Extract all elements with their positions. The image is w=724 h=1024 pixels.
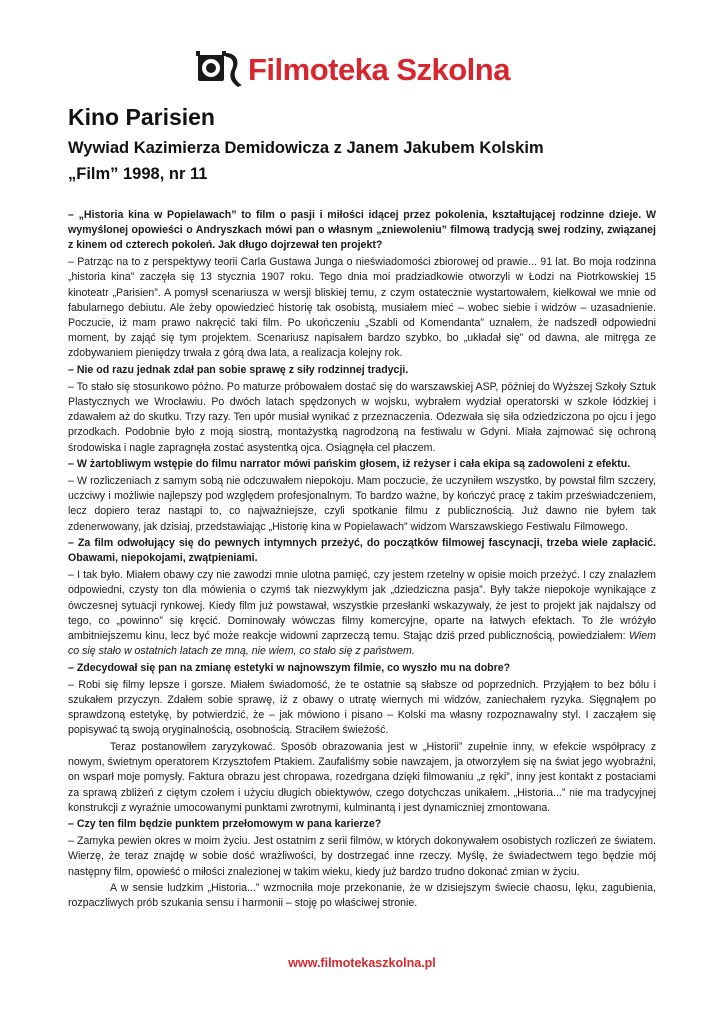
answer-paragraph: [68, 568, 656, 659]
answer-paragraph: – Robi się filmy lepsze i gorsze. Miałem świadomość, że te ostatnie są słabsze od poprzednich. Przyjąłem to bez bólu i szukałem przyczyn. Zdałem sobie sprawę, iż z obawy o utratę wiernych mi widzów, zaniechałem ryzyka. Sięgnąłem po sprawdzoną estetykę, by potwierdzić, że – jak mówiono i pisano – Kolski ma własny rozpoznawalny styl. I zacząłem się popisywać tą swoją oryginalnością, osobnością. Straciłem świeżość.: [68, 678, 656, 737]
article-source: „Film” 1998, nr 11: [68, 165, 208, 183]
question-paragraph: – W żartobliwym wstępie do filmu narrator mówi pańskim głosem, iż reżyser i cała ekipa są zadowoleni z efektu.: [68, 458, 631, 471]
question-paragraph: – Czy ten film będzie punktem przełomowym w pana karierze?: [68, 818, 382, 831]
filmoteka-logo[interactable]: [192, 48, 510, 90]
interview-body: [68, 208, 656, 913]
answer-paragraph: – Patrząc na to z perspektywy teorii Carla Gustawa Junga o nieświadomości zbiorowej od prawie... 91 lat. Bo moja rodzinna „historia kina” zaczęła się 13 stycznia 1907 roku. Tego dnia moi pradziadkowie otworzyli w Łodzi na Piotrkowskiej 15 kinoteatr „Parisien”. A pomysł scenariusza w wersji bliskiej temu, z czym ostatecznie wystartowałem, kiełkował we mnie od fabularnego debiutu. Ale żeby opowiedzieć historię tak osobistą, musiałem mieć – wobec siebie i widzów – uzasadnienie. Poczucie, iż mam prawo nakręcić taki film. Po ukończeniu „Szabli od Komendanta” uznałem, że nadszedł odpowiedni moment, by zająć się tym projektem. Scenariusz napisałem bardzo szybko, bo „układał się” od dawna, ale mitręga ze zdobywaniem pieniędzy trwała z górą dwa lata, a realizacja kolejny rok.: [68, 256, 656, 360]
article-subtitle: Wywiad Kazimierza Demidowicza z Janem Jakubem Kolskim: [68, 139, 544, 157]
answer-text: – I tak było. Miałem obawy czy nie zawodzi mnie ulotna pamięć, czy jestem rzetelny w opisie moich przeżyć. I czy znalazłem odpowiedni, czysty ton dla mówienia o czymś tak niezwykłym jak „dziedziczna pasja”. Były także niepokoje wynikające z ówczesnej sytuacji rynkowej. Kiedy film już powstawał, wszystkie przesłanki wskazywały, że jest to projekt jak najdalszy od tego, co „powinno” się kręcić. Dominowały wówczas filmy komercyjne, oparte na łatwych efektach. To źle wróżyło ambitniejszemu kinu, lecz być może reakcje widowni zaprzeczą temu. Stając dziś przed publicznością, powiedziałem:: [68, 569, 656, 642]
website-link[interactable]: www.filmotekaszkolna.pl: [288, 956, 436, 970]
answer-paragraph: – Zamyka pewien okres w moim życiu. Jest ostatnim z serii filmów, w których dokonywałem osobistych rozliczeń ze światem. Wierzę, że teraz znajdę w sobie dość wrażliwości, by dostrzegać inne rzeczy. Myślę, że świadectwem tego będzie mój następny film, opowieść o miłości znalezionej w takim wieku, kiedy już bardzo trudno dokonać zmian w życiu.: [68, 835, 656, 878]
film-camera-icon: [192, 49, 244, 89]
answer-paragraph: – To stało się stosunkowo późno. Po maturze próbowałem dostać się do warszawskiej ASP, później do Wyższej Szkoły Sztuk Plastycznych we Wrocławiu. Po dwóch latach spędzonych w wojsku, wybrałem wydział operatorski w szkole łódzkiej i zdawałem aż do skutku. Trzy razy. Ten upór musiał wynikać z przeznaczenia. Odezwała się siła odziedziczona po ojcu i jego przodkach. Podobnie było z moją siostrą, montażystką nagrodzoną na festiwalu w Gdyni. Miała zajmować się ochroną środowiska i nagle zapragnęła zostać asystentką ojca. Osiągnęła cel płaczem.: [68, 380, 656, 454]
answer-paragraph: – W rozliczeniach z samym sobą nie odczuwałem niepokoju. Mam poczucie, że uczyniłem wszystko, by powstał film szczery, uczciwy i możliwie najlepszy pod względem profesjonalnym. To bardzo ważne, by kończyć pracę z takim przeświadczeniem, lecz dopiero teraz nastąpi to, co najważniejsze, czyli spotkanie filmu z publicznością. Już dawno nie byłem tak zdenerwowany, jak dzisiaj, przedstawiając „Historię kina w Popielawach” widzom Warszawskiego Festiwalu Filmowego.: [68, 474, 656, 533]
question-paragraph: – Zdecydował się pan na zmianę estetyki w najnowszym filmie, co wyszło mu na dobre?: [68, 661, 511, 674]
question-paragraph: – Za film odwołujący się do pewnych intymnych przeżyć, do początków filmowej fascynacji, trzeba wiele zapłacić. Obawami, niepokojami, zwątpieniami.: [68, 537, 656, 565]
question-paragraph: – „Historia kina w Popielawach” to film o pasji i miłości idącej przez pokolenia, kształtującej rodzinne dzieje. W wymyślonej opowieści o Andryszkach mówi pan o własnym „zniewoleniu” filmową tradycją swej rodziny, związanej z kinem od czterech pokoleń. Jak długo dojrzewał ten projekt?: [68, 209, 656, 252]
article-title: Kino Parisien: [68, 104, 215, 130]
logo-wordmark: Filmoteka Szkolna: [248, 51, 510, 87]
answer-paragraph: A w sensie ludzkim „Historia...” wzmocniła moje przekonanie, że w dzisiejszym świecie chaosu, lęku, zagubienia, rozpaczliwych prób szukania sensu i harmonii – stoję po właściwej stronie.: [68, 882, 656, 910]
question-paragraph: – Nie od razu jednak zdał pan sobie sprawę z siły rodzinnej tradycji.: [68, 364, 409, 377]
answer-paragraph: Teraz postanowiłem zaryzykować. Sposób obrazowania jest w „Historii” zupełnie inny, w efekcie współpracy z nowym, świetnym operatorem Krzysztofem Ptakiem. Zaufaliśmy sobie nawzajem, ja otworzyłem się na świat jego wyobraźni, on wsparł moje pomysły. Faktura obrazu jest chropawa, rozedrgana dzięki filmowaniu „z ręki”, inny jest kontakt z postaciami za sprawą zbliżeń z ciętym czołem i użyciu długich obiektywów, czego dotychczas unikałem. „Historia...” nie ma tradycyjnej konstrukcji z wyraźnie umocowanymi punktami zwrotnymi, kulminantą i jest dynamiczniej zmontowana.: [68, 740, 656, 814]
answer-quote: Wiem co się stało w ostatnich latach ze mną, nie wiem, co stało się z państwem.: [68, 629, 656, 658]
